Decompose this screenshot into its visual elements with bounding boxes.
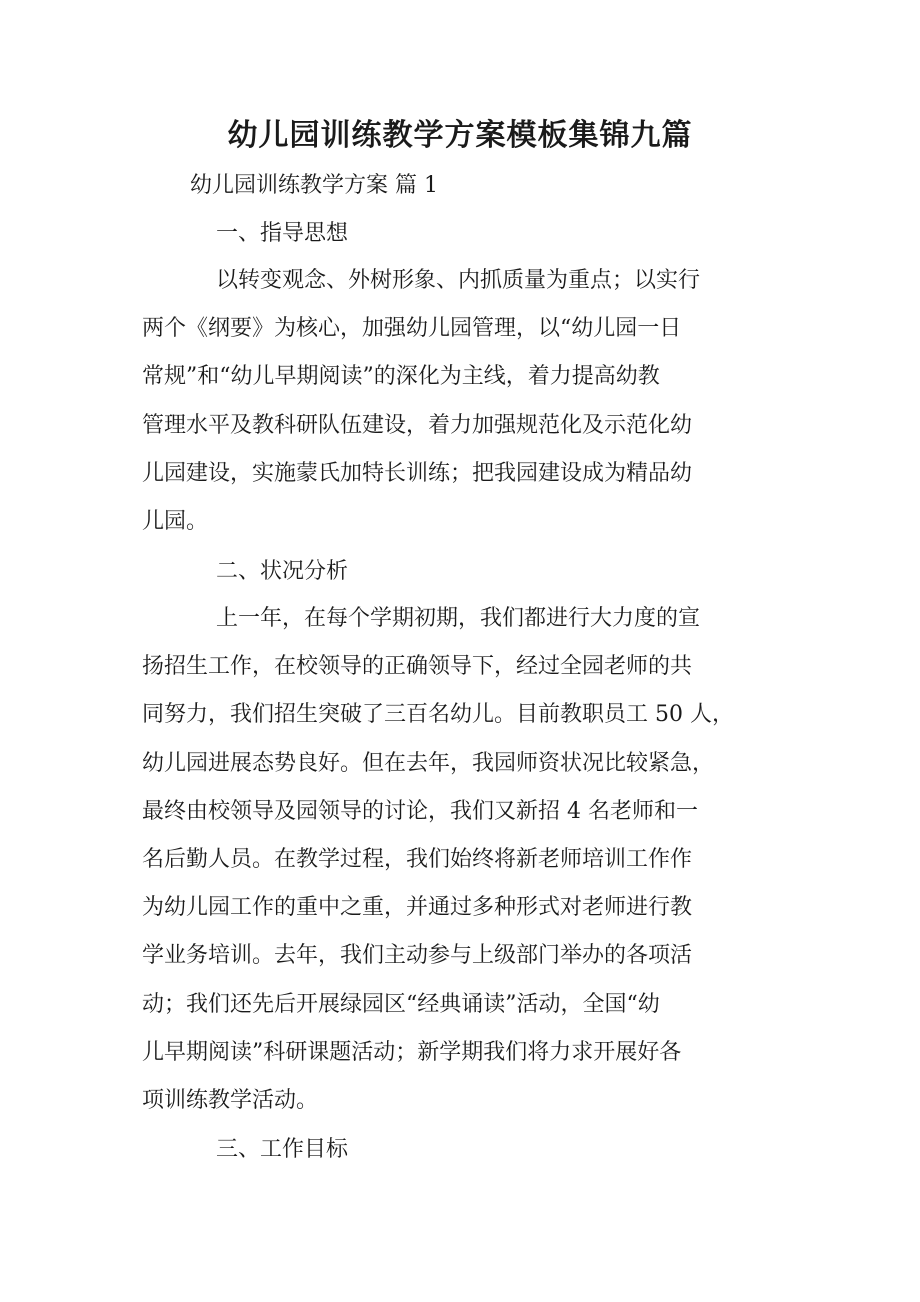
paragraph-line: 常规”和“幼儿早期阅读”的深化为主线，着力提高幼教	[142, 364, 660, 390]
paragraph-line: 儿园建设，实施蒙氏加特长训练；把我园建设成为精品幼	[142, 460, 693, 486]
section-heading-work-goals: 三、工作目标	[216, 1137, 349, 1162]
paragraph-line: 两个《纲要》为核心，加强幼儿园管理，以“幼儿园一日	[142, 316, 682, 342]
section-paragraph-situation-analysis	[142, 595, 792, 1125]
section-heading-situation-analysis: 二、状况分析	[216, 559, 349, 584]
paragraph-line: 儿园。	[142, 508, 209, 534]
section-heading-guiding-ideology: 一、指导思想	[216, 221, 349, 246]
paragraph-line: 扬招生工作，在校领导的正确领导下，经过全园老师的共	[142, 654, 693, 680]
paragraph-line: 同努力，我们招生突破了三百名幼儿。目前教职员工 50 人，	[142, 702, 734, 728]
paragraph-line: 学业务培训。去年，我们主动参与上级部门举办的各项活	[142, 943, 693, 969]
paragraph-line: 上一年，在每个学期初期，我们都进行大力度的宣	[216, 606, 701, 631]
paragraph-line: 管理水平及教科研队伍建设，着力加强规范化及示范化幼	[142, 412, 693, 438]
paragraph-line: 动；我们还先后开展绿园区“经典诵读”活动，全国“幼	[142, 991, 660, 1017]
paragraph-line: 为幼儿园工作的重中之重，并通过多种形式对老师进行教	[142, 895, 693, 921]
paragraph-line: 最终由校领导及园领导的讨论，我们又新招 4 名老师和一	[142, 798, 698, 824]
paragraph-line: 以转变观念、外树形象、内抓质量为重点；以实行	[216, 268, 701, 293]
paragraph-line: 项训练教学活动。	[142, 1087, 319, 1113]
section-paragraph-guiding-ideology	[142, 257, 792, 546]
document-title: 幼儿园训练教学方案模板集锦九篇	[227, 118, 693, 153]
document-subtitle: 幼儿园训练教学方案 篇 1	[190, 173, 438, 198]
paragraph-line: 儿早期阅读”科研课题活动；新学期我们将力求开展好各	[142, 1039, 682, 1065]
paragraph-line: 幼儿园进展态势良好。但在去年，我园师资状况比较紧急，	[142, 750, 715, 776]
paragraph-line: 名后勤人员。在教学过程，我们始终将新老师培训工作作	[142, 846, 693, 872]
